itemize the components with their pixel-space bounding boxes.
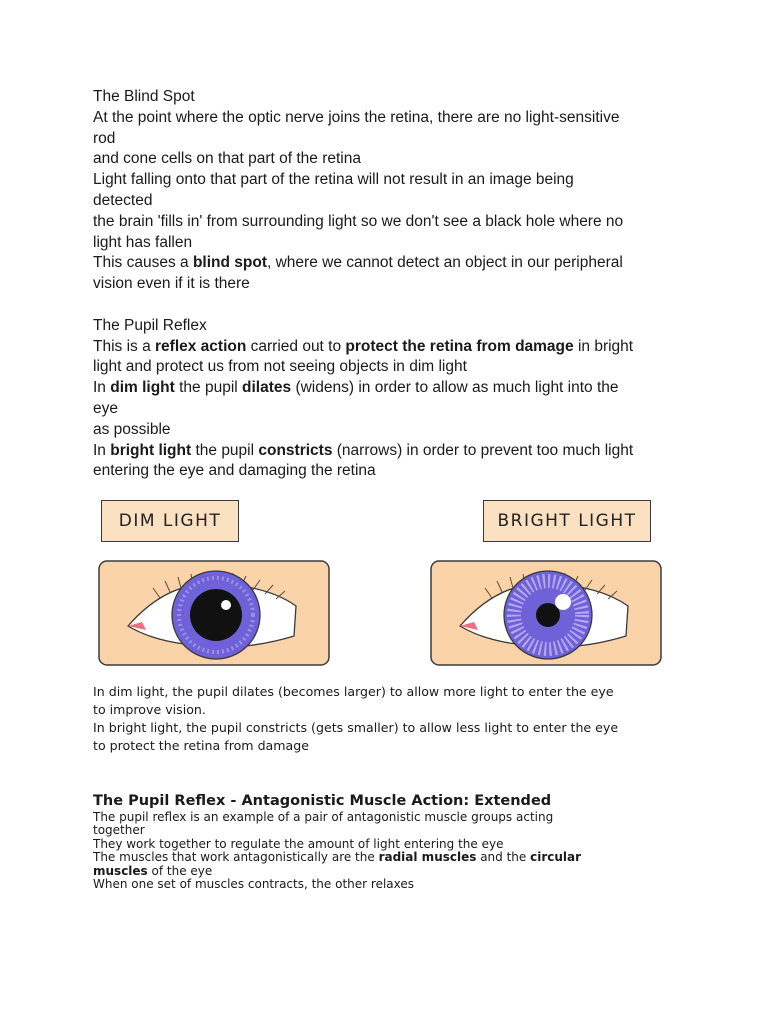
text-line: They work together to regulate the amount of light entering the eye <box>93 836 504 851</box>
bold-term: circular <box>530 850 582 865</box>
text-line <box>93 378 683 399</box>
text-run: and the <box>476 850 531 865</box>
text-line: light has fallen <box>93 233 193 251</box>
caption-line: In dim light, the pupil dilates (becomes larger) to allow more light to enter the eye <box>93 684 614 699</box>
pupil-reflex-figure <box>93 492 673 672</box>
text-line: The pupil reflex is an example of a pair of antagonistic muscle groups acting <box>93 810 554 824</box>
bold-term: reflex action <box>155 337 247 355</box>
text-run: In <box>93 441 111 459</box>
text-line: Light falling onto that part of the retina will not result in an image being <box>93 171 574 189</box>
text-line: the brain 'fills in' from surrounding light so we don't see a black hole where no <box>93 212 624 230</box>
text-run: of the eye <box>147 863 213 878</box>
bold-term: bright light <box>110 441 192 459</box>
text-line <box>93 441 683 462</box>
bold-term: radial muscles <box>378 850 477 865</box>
text-run: (narrows) in order to prevent too much light <box>332 441 634 459</box>
bright-light-label: BRIGHT LIGHT <box>483 500 651 542</box>
caption-line: In bright light, the pupil constricts (gets smaller) to allow less light to enter the eye <box>93 720 619 735</box>
bold-term: protect the retina from damage <box>345 337 574 355</box>
text-line: rod <box>93 129 116 147</box>
text-line: vision even if it is there <box>93 275 250 293</box>
pupil-dilated <box>190 589 242 641</box>
text-line: eye <box>93 399 118 417</box>
text-line: together <box>93 823 145 838</box>
main-text <box>93 87 683 482</box>
text-line: When one set of muscles contracts, the other relaxes <box>93 877 414 892</box>
pupil-highlight <box>221 600 231 610</box>
text-run: This is a <box>93 337 156 355</box>
extended-section <box>93 792 633 891</box>
text-run: This causes a <box>93 254 193 272</box>
text-line: and cone cells on that part of the retina <box>93 150 361 168</box>
extended-title: The Pupil Reflex - Antagonistic Muscle Action: Extended <box>93 793 552 809</box>
text-run: the pupil <box>174 379 243 397</box>
text-line <box>93 253 683 274</box>
text-line: entering the eye and damaging the retina <box>93 462 376 480</box>
bright-light-eye-illustration <box>430 560 662 666</box>
text-line <box>93 337 683 358</box>
text-line: light and protect us from not seeing objects in dim light <box>93 358 467 376</box>
text-run: the pupil <box>191 441 259 459</box>
bold-term: muscles <box>93 863 148 878</box>
bold-term: blind spot <box>192 254 267 272</box>
bold-term: dilates <box>242 379 292 397</box>
pupil-constricted <box>536 603 560 627</box>
figure-caption <box>93 683 653 755</box>
caption-line: to protect the retina from damage <box>93 738 310 753</box>
text-run: in bright <box>573 337 634 355</box>
text-run: The muscles that work antagonistically are the <box>93 850 379 865</box>
text-run: (widens) in order to allow as much light into the <box>291 379 619 397</box>
bold-term: dim light <box>110 379 175 397</box>
light-reflection <box>555 594 571 610</box>
bold-term: constricts <box>258 441 333 459</box>
text-line: At the point where the optic nerve joins the retina, there are no light-sensitive <box>93 108 620 126</box>
pupil-reflex-heading: The Pupil Reflex <box>93 316 207 334</box>
dim-light-eye-illustration <box>98 560 330 666</box>
text-line <box>93 851 633 864</box>
text-line: as possible <box>93 420 171 438</box>
caption-line: to improve vision. <box>93 702 206 717</box>
text-line <box>93 865 633 878</box>
text-run: carried out to <box>246 337 346 355</box>
text-line: detected <box>93 191 153 209</box>
text-run: , where we cannot detect an object in our peripheral <box>266 254 623 272</box>
extended-body <box>93 811 633 891</box>
dim-light-label: DIM LIGHT <box>101 500 239 542</box>
blind-spot-heading: The Blind Spot <box>93 88 195 105</box>
text-run: In <box>93 379 111 397</box>
